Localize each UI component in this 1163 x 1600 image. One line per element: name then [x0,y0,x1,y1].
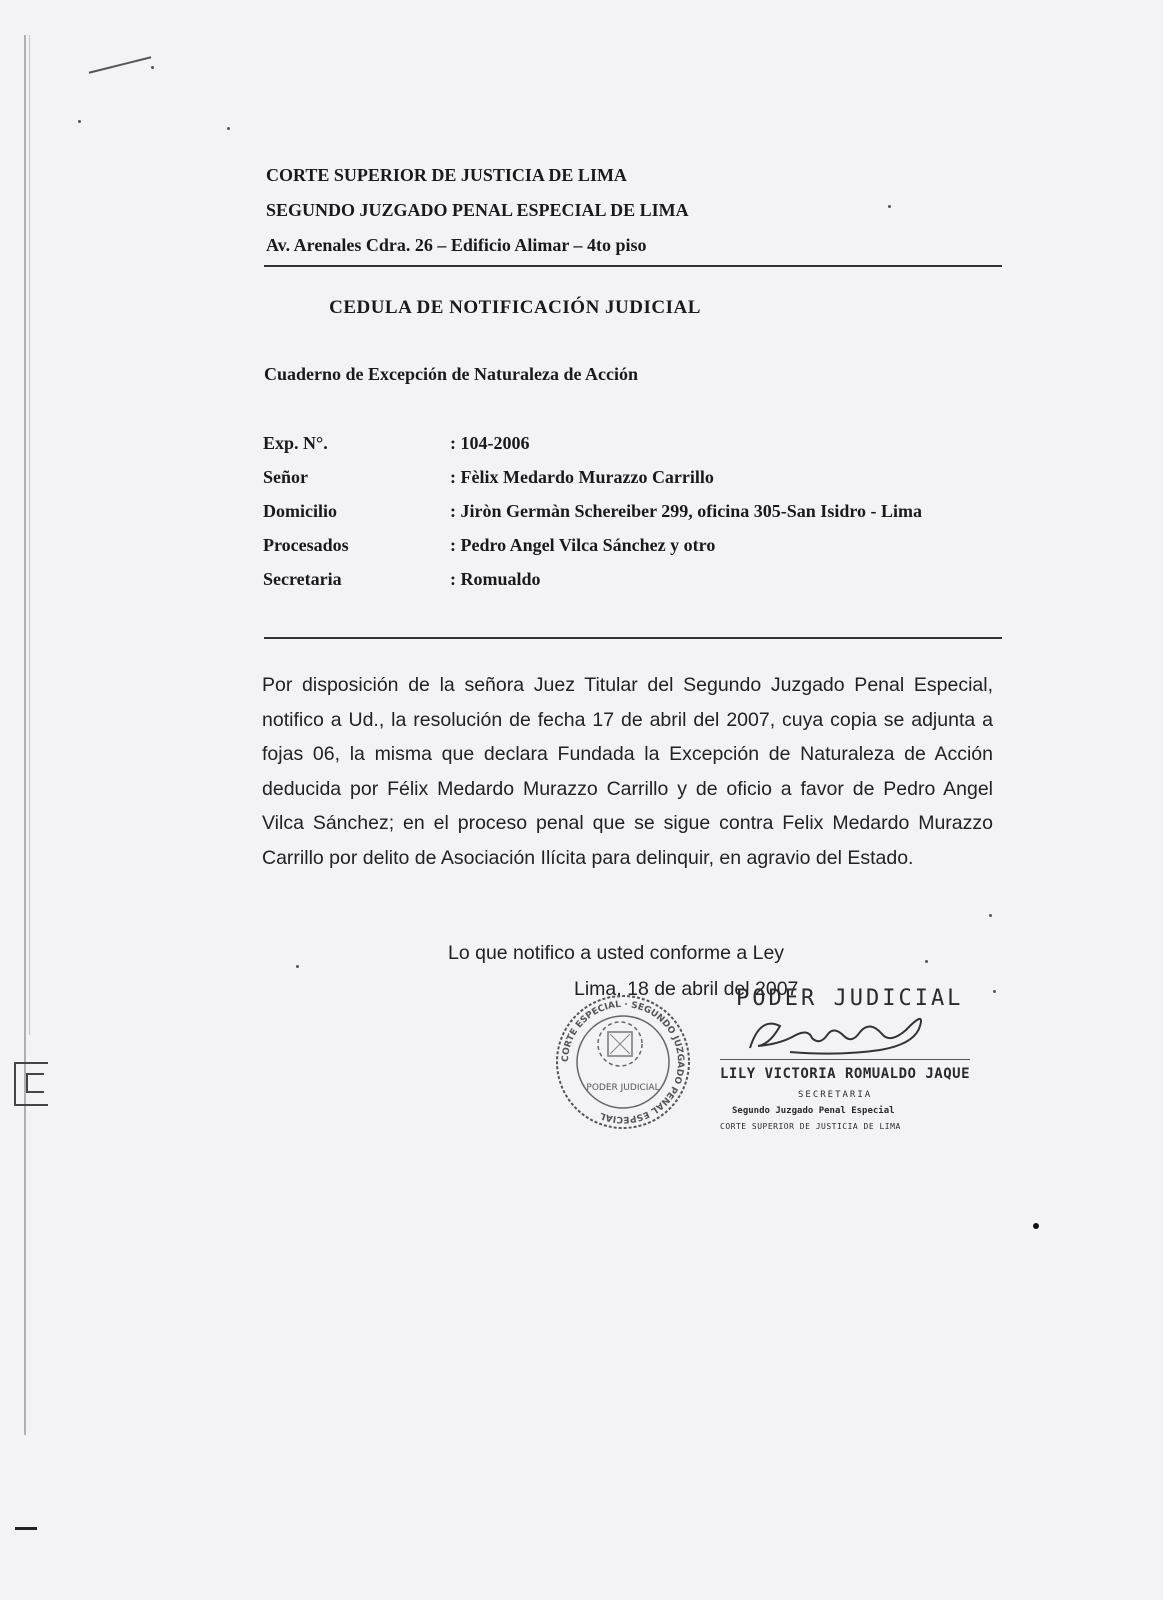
scan-pen-mark [89,56,152,73]
handwritten-signature [720,986,980,1066]
field-label: Señor [263,467,308,487]
field-label: Procesados [263,535,349,555]
scan-speck [78,120,81,123]
court-address: Av. Arenales Cdra. 26 – Edificio Alimar – 4to piso [266,235,647,255]
signatory-name: LILY VICTORIA ROMUALDO JAQUE [720,1066,971,1082]
field-label: Domicilio [263,501,337,521]
signature-line [720,1059,970,1060]
field-row [263,433,922,467]
court-division: SEGUNDO JUZGADO PENAL ESPECIAL DE LIMA [266,200,689,220]
seal-outer-text: CORTE ESPECIAL · SEGUNDO JUZGADO PENAL ESPECIAL [560,999,686,1125]
scan-dash-mark [15,1527,37,1530]
field-value: : Pedro Angel Vilca Sánchez y otro [450,535,716,555]
field-value: : Jiròn Germàn Schereiber 299, oficina 305-San Isidro - Lima [450,501,922,521]
field-row [263,569,922,603]
signatory-department: Segundo Juzgado Penal Especial [732,1106,895,1116]
fields-divider [264,637,1002,639]
signature-block [720,986,980,1131]
field-row [263,501,922,535]
field-value: : 104-2006 [450,433,530,453]
scan-edge-line [24,35,26,1435]
svg-text:CORTE ESPECIAL · SEGUNDO JUZGA [561,1000,685,1124]
document-title: CEDULA DE NOTIFICACIÓN JUDICIAL [329,297,701,318]
date-line: Lima, 18 de abril del 2007 [574,978,799,1000]
header-divider [264,265,1002,267]
field-row [263,467,922,501]
notification-body: Por disposición de la señora Juez Titular del Segundo Juzgado Penal Especial, notifico a Ud., la resolución de fecha 17 de abril del 2007, cuya copia se adjunta a fojas 06, la misma que declara Fundada la Excepción de Naturaleza de Acción deducida por Félix Medardo Murazzo Carrillo y de oficio a favor de Pedro Angel Vilca Sánchez; en el proceso penal que se sigue contra Felix Medardo Murazzo Carrillo por delito de Asociación Ilícita para delinquir, en agravio del Estado. [262,674,993,869]
field-row [263,535,922,569]
signatory-court: CORTE SUPERIOR DE JUSTICIA DE LIMA [720,1122,901,1131]
court-seal-stamp [548,992,698,1132]
scan-speck [888,205,891,208]
scan-speck [989,914,992,917]
field-label: Secretaria [263,569,342,589]
scan-edge-line-secondary [29,35,30,1035]
scan-speck [296,965,299,968]
scan-speck [925,960,928,963]
scan-bracket-inner [26,1073,44,1093]
signatory-role: SECRETARIA [798,1090,873,1100]
field-value: : Romualdo [450,569,541,589]
scan-speck [227,127,230,130]
cuaderno-heading: Cuaderno de Excepción de Naturaleza de Acción [264,364,638,384]
field-value: : Fèlix Medardo Murazzo Carrillo [450,467,714,487]
case-fields [263,433,922,603]
court-header [266,158,689,263]
seal-inner-text: PODER JUDICIAL [586,1083,660,1093]
scan-speck [151,66,154,69]
court-name: CORTE SUPERIOR DE JUSTICIA DE LIMA [266,165,627,185]
field-label: Exp. N°. [263,433,328,453]
signature-heading: PODER JUDICIAL [736,986,964,1011]
scan-ink-blot [1033,1223,1039,1229]
closing-line: Lo que notifico a usted conforme a Ley [448,942,785,964]
scan-speck [993,990,996,993]
